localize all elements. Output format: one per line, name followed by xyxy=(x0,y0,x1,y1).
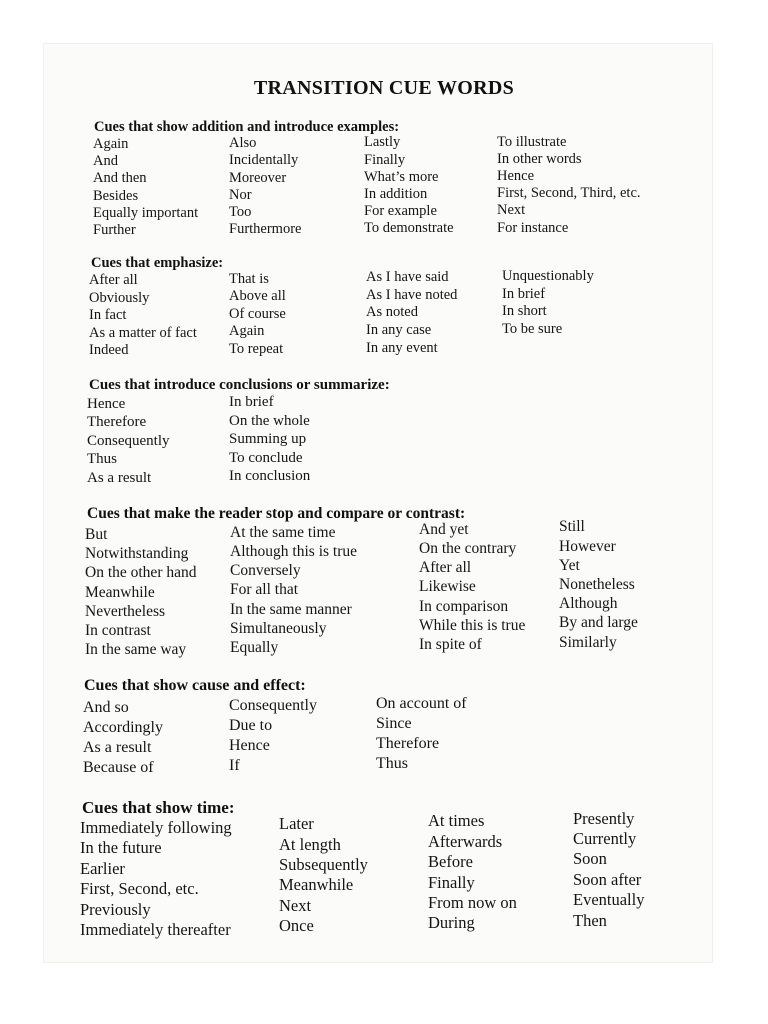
cue-word: Yet xyxy=(559,556,580,574)
cue-word: Indeed xyxy=(89,342,129,359)
cue-word: If xyxy=(229,756,240,774)
cue-word: Immediately following xyxy=(80,818,232,837)
cue-word: Too xyxy=(229,204,252,220)
cue-word: Previously xyxy=(80,899,151,919)
cue-word: Finally xyxy=(428,872,475,892)
cue-word: Therefore xyxy=(376,734,440,752)
cue-word: Accordingly xyxy=(83,719,163,736)
cue-word: On the other hand xyxy=(85,564,197,582)
cue-word: As a result xyxy=(83,739,152,756)
cue-word: In brief xyxy=(502,285,546,302)
cue-word: Nonetheless xyxy=(559,576,635,593)
cue-word: However xyxy=(559,537,616,555)
cue-word: To repeat xyxy=(229,341,284,357)
cue-word: Later xyxy=(279,814,314,834)
cue-word: Once xyxy=(279,916,314,936)
cue-word: Likewise xyxy=(419,578,476,596)
cue-word: At times xyxy=(428,811,485,831)
cue-word: Similarly xyxy=(559,633,617,651)
cue-word: Equally important xyxy=(93,204,199,221)
cue-word: First, Second, Third, etc. xyxy=(497,185,641,202)
cue-word: Above all xyxy=(229,288,286,305)
cue-word: Incidentally xyxy=(229,152,299,169)
cue-word: At length xyxy=(279,834,341,854)
section-heading: Cues that make the reader stop and compare or contrast: xyxy=(87,505,466,522)
cue-word: To illustrate xyxy=(497,133,567,150)
cue-word: Lastly xyxy=(364,134,401,151)
cue-word: Soon xyxy=(573,849,607,869)
cue-word: In the same way xyxy=(85,641,187,659)
cue-word: In short xyxy=(502,303,547,320)
cue-word: Eventually xyxy=(573,890,645,910)
cue-word: Due to xyxy=(229,716,273,734)
cue-word: In any case xyxy=(366,322,432,338)
cue-word: Afterwards xyxy=(428,831,503,851)
cue-word: In spite of xyxy=(419,635,482,653)
cue-word: Although this is true xyxy=(230,542,358,560)
cue-word: At the same time xyxy=(230,523,336,541)
cue-word: To be sure xyxy=(502,320,563,337)
cue-word: Earlier xyxy=(80,858,125,878)
cue-word: Conversely xyxy=(230,562,301,580)
document-title: TRANSITION CUE WORDS xyxy=(253,77,515,99)
cue-word: In the same manner xyxy=(230,600,352,618)
cue-word: Of course xyxy=(229,305,286,322)
cue-word: To conclude xyxy=(229,449,303,466)
cue-word: On account of xyxy=(376,694,467,712)
cue-word: Furthermore xyxy=(229,221,302,238)
cue-word: Simultaneously xyxy=(230,619,327,637)
section-heading: Cues that emphasize: xyxy=(91,255,224,271)
cue-word: On the contrary xyxy=(419,539,517,557)
section-heading: Cues that show addition and introduce examples: xyxy=(94,119,400,135)
cue-word: Subsequently xyxy=(279,855,368,874)
cue-word: In other words xyxy=(497,150,582,167)
cue-word: Also xyxy=(229,135,257,152)
cue-word: Meanwhile xyxy=(85,583,155,601)
cue-word: As a result xyxy=(87,469,152,486)
cue-word: In fact xyxy=(89,307,127,324)
cue-word: In conclusion xyxy=(229,467,311,484)
cue-word: In comparison xyxy=(419,597,509,615)
cue-word: As I have said xyxy=(366,269,449,286)
cue-word: Thus xyxy=(376,754,408,772)
cue-word: By and large xyxy=(559,614,638,632)
cue-word: Nor xyxy=(229,186,252,203)
cue-word: Because of xyxy=(83,759,154,776)
section-heading: Cues that show time: xyxy=(82,798,235,817)
cue-word: Further xyxy=(93,222,136,238)
cue-word: Notwithstanding xyxy=(85,545,189,563)
cue-word: Hence xyxy=(87,396,126,412)
cue-word: Immediately thereafter xyxy=(80,920,231,939)
cue-word: As noted xyxy=(366,304,418,321)
cue-word: Again xyxy=(229,323,265,340)
cue-word: In the future xyxy=(80,838,162,858)
cue-word: Hence xyxy=(229,736,270,754)
cue-word: For all that xyxy=(230,581,299,599)
cue-word: First, Second, etc. xyxy=(80,879,199,899)
cue-word: For instance xyxy=(497,219,569,236)
cue-word: From now on xyxy=(428,893,517,912)
cue-word: Then xyxy=(573,910,607,930)
cue-word: In contrast xyxy=(85,622,151,639)
cue-word: Summing up xyxy=(229,431,307,448)
cue-word: As a matter of fact xyxy=(89,324,197,341)
cue-word: Before xyxy=(428,852,473,872)
cue-word: And so xyxy=(83,699,129,716)
cue-word: As I have noted xyxy=(366,286,458,303)
cue-word: During xyxy=(428,913,475,933)
cue-word: In addition xyxy=(364,186,428,202)
cue-word: Unquestionably xyxy=(502,267,594,284)
cue-word: Next xyxy=(279,895,312,915)
cue-word: To demonstrate xyxy=(364,220,454,237)
cue-word: Consequently xyxy=(229,696,317,714)
cue-word: In any event xyxy=(366,339,438,356)
cue-word: Since xyxy=(376,714,412,732)
cue-word: On the whole xyxy=(229,412,310,429)
cue-word: Thus xyxy=(87,451,117,468)
section-heading: Cues that show cause and effect: xyxy=(84,677,306,694)
cue-word: Consequently xyxy=(87,432,170,449)
cue-word: Nevertheless xyxy=(85,602,166,620)
cue-word: For example xyxy=(364,203,437,220)
cue-word: Equally xyxy=(230,638,279,656)
cue-word: Finally xyxy=(364,151,406,168)
cue-word: Presently xyxy=(573,808,635,828)
cue-word: Still xyxy=(559,518,585,536)
cue-word: Again xyxy=(93,136,129,152)
cue-word: Meanwhile xyxy=(279,875,354,895)
cue-word: But xyxy=(85,526,108,543)
cue-word: And then xyxy=(93,170,147,187)
cue-word: Soon after xyxy=(573,869,642,889)
cue-word: In brief xyxy=(229,394,274,411)
cue-word: Therefore xyxy=(87,414,147,431)
cue-word: Obviously xyxy=(89,289,150,306)
cue-word: And yet xyxy=(419,520,469,538)
cue-word: Moreover xyxy=(229,169,287,186)
cue-word: Hence xyxy=(497,168,535,184)
cue-word: After all xyxy=(419,559,472,577)
cue-word: While this is true xyxy=(419,616,526,634)
cue-word: Currently xyxy=(573,829,637,848)
cue-word: That is xyxy=(229,270,269,287)
cue-word: Next xyxy=(497,202,526,219)
cue-word: And xyxy=(93,153,118,170)
cue-word: What’s more xyxy=(364,168,439,185)
section-heading: Cues that introduce conclusions or summarize: xyxy=(89,377,390,393)
cue-word: Besides xyxy=(93,187,139,204)
cue-word: Although xyxy=(559,595,618,613)
cue-word: After all xyxy=(89,272,138,288)
